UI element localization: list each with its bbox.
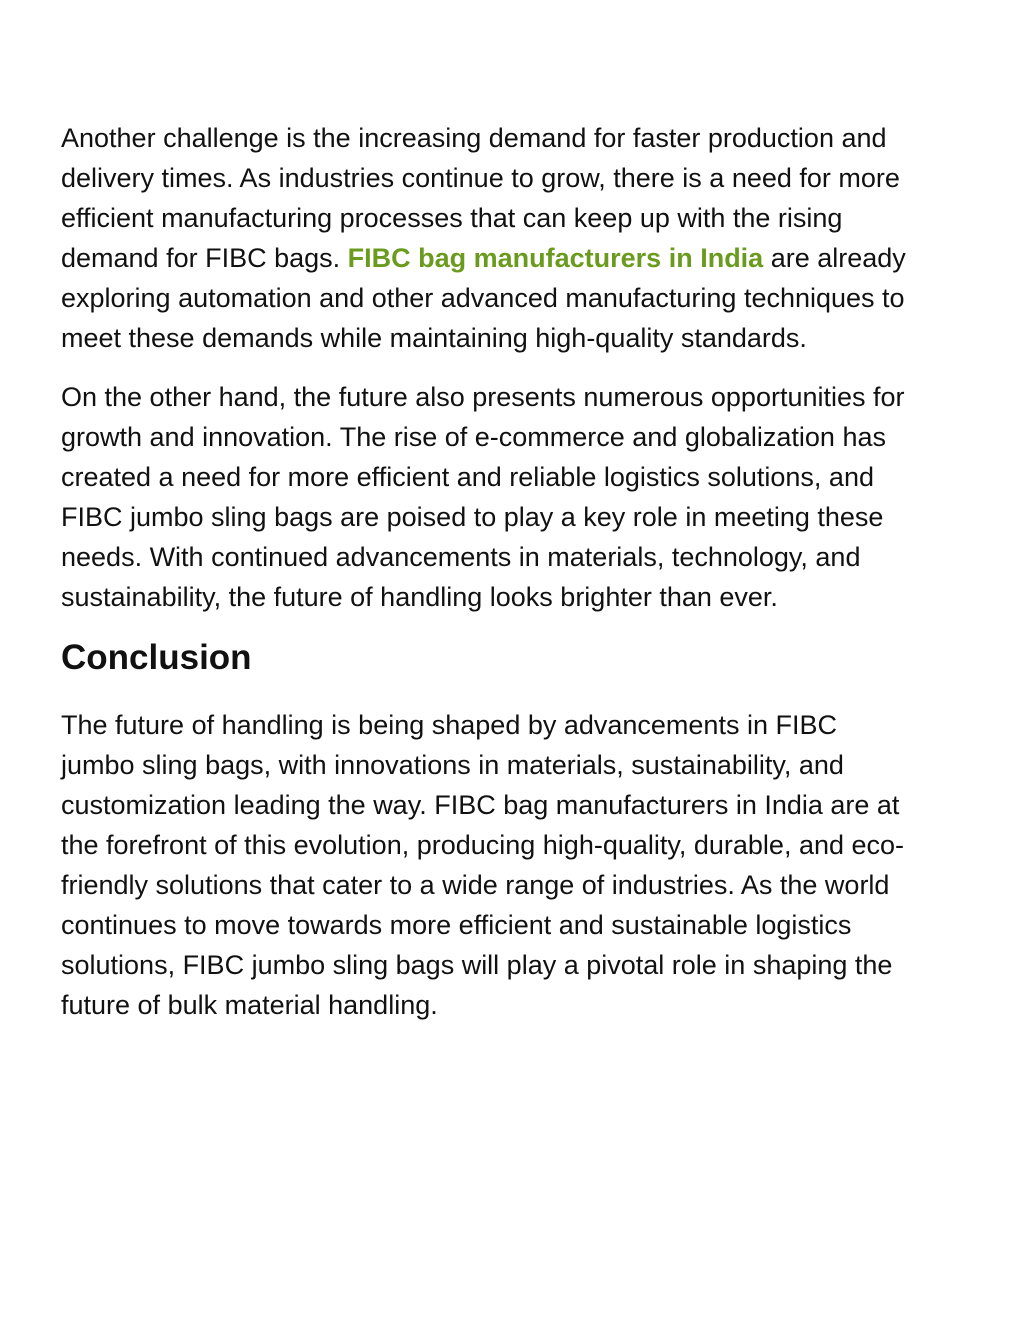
paragraph-conclusion: The future of handling is being shaped by advancements in FIBC jumbo sling bags, with innovations in materials, sustainability, and customization leading the way. FIBC bag manufacturers in India are at the forefront of this evolution, producing high-quality, durable, and eco-friendly solutions that cater to a wide range of industries. As the world continues to move towards more efficient and sustainable logistics solutions, FIBC jumbo sling bags will play a pivotal role in shaping the future of bulk material handling. bbox=[61, 710, 905, 1020]
paragraph-opportunities: On the other hand, the future also presents numerous opportunities for growth and innovation. The rise of e-commerce and globalization has created a need for more efficient and reliable logistics solutions, and FIBC jumbo sling bags are poised to play a key role in meeting these needs. With continued advancements in materials, technology, and sustainability, the future of handling looks brighter than ever. bbox=[61, 382, 905, 612]
conclusion-heading: Conclusion bbox=[61, 638, 252, 677]
paragraph-text-before-link: Another challenge is the increasing demand for faster production and delivery times. As industries continue to grow, there is a need for more efficient manufacturing processes that can keep up with the rising demand for FIBC bags. bbox=[61, 123, 900, 273]
article-content bbox=[61, 118, 911, 1044]
paragraph-text-after-link: are already exploring automation and other advanced manufacturing techniques to meet these demands while maintaining high-quality standards. bbox=[61, 243, 906, 353]
fibc-manufacturers-link[interactable]: FIBC bag manufacturers in India bbox=[347, 243, 764, 273]
paragraph-production-demand bbox=[61, 118, 911, 358]
